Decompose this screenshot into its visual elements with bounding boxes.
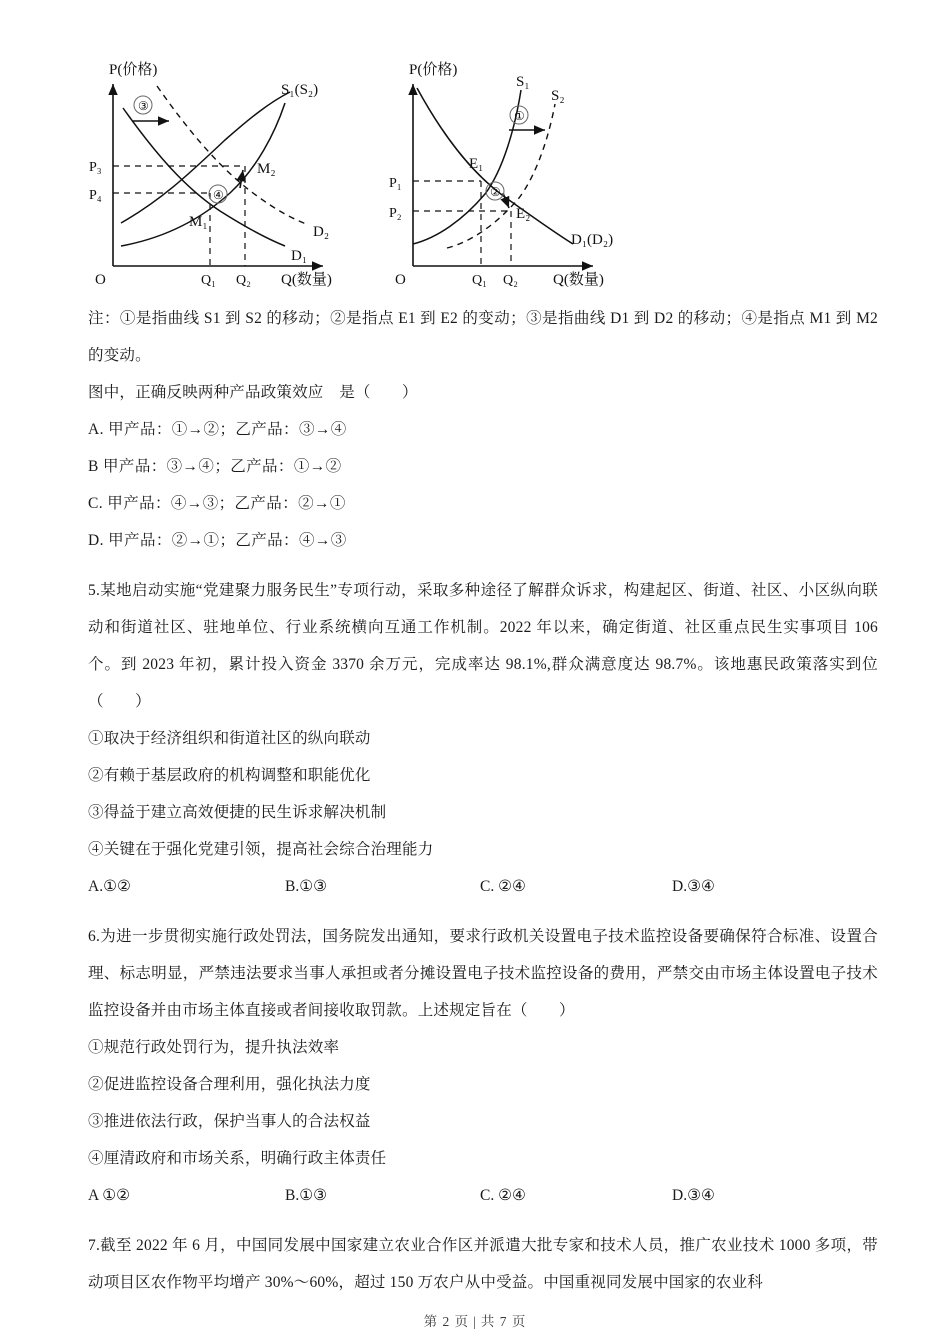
right-x-axis-label: Q(数量) (553, 272, 604, 288)
left-tick-p3: P₃ (89, 160, 102, 175)
right-tick-q1: Q₁ (472, 273, 487, 288)
q4-choice-c[interactable]: C. 甲产品：④→③；乙产品：②→① (88, 495, 346, 512)
footer-current-page: 第 2 页 (423, 1314, 470, 1329)
footer-total-pages: 共 7 页 (480, 1314, 527, 1329)
left-point-label-m1: M₁ (189, 214, 208, 230)
figure-note: 注：①是指曲线 S1 到 S2 的移动；②是指点 E1 到 E2 的变动；③是指曲线 D1 到 D2 的移动；④是指点 M1 到 M2 的变动。 (88, 310, 878, 364)
left-curve-label-s: S₁(S₂) (281, 82, 319, 98)
q5-option-b[interactable]: B.①③ (285, 878, 328, 895)
q7-block (88, 1227, 878, 1301)
q6-block (88, 918, 878, 1214)
right-point-label-e2: E₂ (516, 206, 531, 222)
right-curve-label-d: D₁(D₂) (571, 232, 614, 248)
right-y-axis-label: P(价格) (409, 62, 458, 78)
footer-separator: | (473, 1314, 477, 1329)
right-curve-label-s2: S₂ (551, 88, 565, 104)
q4-stem: 图中，正确反映两种产品政策效应 是（ ） (88, 384, 418, 401)
q6-statement-3: ③推进依法行政，保护当事人的合法权益 (88, 1113, 371, 1130)
q5-option-d[interactable]: D.③④ (672, 878, 715, 895)
left-curve-label-d1: D₁ (291, 248, 308, 264)
right-tick-p2: P₂ (389, 206, 402, 221)
q5-option-row (88, 868, 878, 905)
q6-statement-4: ④厘清政府和市场关系，明确行政主体责任 (88, 1150, 387, 1167)
q5-block (88, 572, 878, 905)
figure-left-product-jia (85, 48, 385, 298)
right-origin-label: O (395, 272, 406, 288)
q5-statement-1: ①取决于经济组织和街道社区的纵向联动 (88, 730, 371, 747)
right-marker-1: ① (514, 109, 525, 123)
spacer (88, 905, 878, 918)
right-tick-p1: P₁ (389, 176, 402, 191)
left-y-axis-label: P(价格) (109, 62, 158, 78)
right-tick-q2: Q₂ (503, 273, 518, 288)
q6-statement-1: ①规范行政处罚行为，提升执法效率 (88, 1039, 340, 1056)
figure-right-product-yi (385, 48, 685, 298)
q6-statement-2: ②促进监控设备合理利用，强化执法力度 (88, 1076, 371, 1093)
q5-option-a[interactable]: A.①② (88, 878, 131, 895)
left-tick-q1: Q₁ (201, 273, 216, 288)
right-point-label-e1: E₁ (469, 156, 484, 172)
spacer (88, 1214, 878, 1227)
left-marker-3: ③ (138, 99, 149, 113)
economics-diagrams (85, 48, 695, 298)
q5-statement-3: ③得益于建立高效便捷的民生诉求解决机制 (88, 804, 387, 821)
q5-statement-2: ②有赖于基层政府的机构调整和职能优化 (88, 767, 371, 784)
q5-stem: 5.某地启动实施“党建聚力服务民生”专项行动，采取多种途径了解群众诉求，构建起区、街道、社区、小区纵向联动和街道社区、驻地单位、行业系统横向互通工作机制。2022 年以来，确定街道、社区重点民生实事项目 106 个。到 2023 年初，累计投入资金 3370 余万元，完成率达 98.1%,群众满意度达 98.7%。该地惠民政策落实到位（ ） (88, 582, 878, 710)
q5-option-c[interactable]: C. ②④ (480, 878, 526, 895)
q6-stem: 6.为进一步贯彻实施行政处罚法，国务院发出通知，要求行政机关设置电子技术监控设备要确保符合标准、设置合理、标志明显，严禁违法要求当事人承担或者分摊设置电子技术监控设备的费用，严禁交由市场主体设置电子技术监控设备并由市场主体直接或者间接收取罚款。上述规定旨在（ ） (88, 928, 878, 1019)
q6-option-row (88, 1177, 878, 1214)
q5-statement-4: ④关键在于强化党建引领，提高社会综合治理能力 (88, 841, 434, 858)
q6-option-c[interactable]: C. ②④ (480, 1187, 526, 1204)
left-curve-label-d2: D₂ (313, 224, 330, 240)
figure-note-block (88, 300, 878, 374)
page-footer (0, 1310, 950, 1330)
q6-option-b[interactable]: B.①③ (285, 1187, 328, 1204)
left-tick-q2: Q₂ (236, 273, 251, 288)
question-text-column (88, 300, 878, 1301)
right-marker-2: ② (490, 185, 501, 199)
q6-option-d[interactable]: D.③④ (672, 1187, 715, 1204)
right-curve-label-s1: S₁ (516, 74, 530, 90)
q4-choice-a[interactable]: A. 甲产品：①→②；乙产品：③→④ (88, 421, 347, 438)
left-x-axis-label: Q(数量) (281, 272, 332, 288)
q7-stem: 7.截至 2022 年 6 月，中国同发展中国家建立农业合作区并派遣大批专家和技术人员，推广农业技术 1000 多项，带动项目区农作物平均增产 30%～60%，超过 150 万农户从中受益。中国重视同发展中国家的农业科 (88, 1237, 878, 1291)
left-origin-label: O (95, 272, 106, 288)
q4-block (88, 374, 878, 559)
q4-choice-d[interactable]: D. 甲产品：②→①；乙产品：④→③ (88, 532, 347, 549)
left-point-label-m2: M₂ (257, 161, 276, 177)
left-tick-p4: P₄ (89, 188, 102, 203)
q6-option-a[interactable]: A ①② (88, 1187, 131, 1204)
left-marker-4: ④ (213, 188, 224, 202)
q4-choice-b[interactable]: B 甲产品：③→④；乙产品：①→② (88, 458, 342, 475)
spacer (88, 559, 878, 572)
